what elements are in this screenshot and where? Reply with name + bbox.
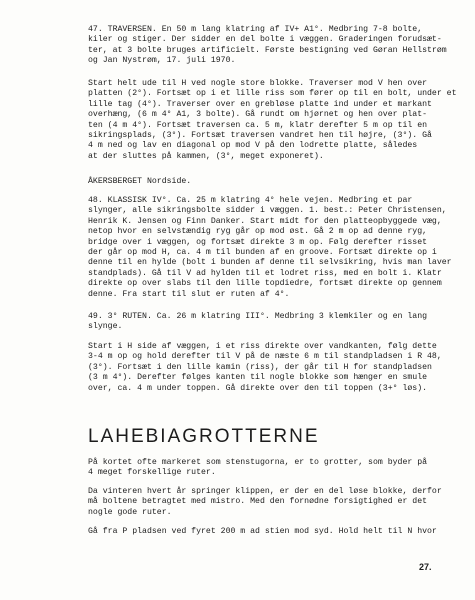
- section-akersberget: ÅKERSBERGET Nordside.: [88, 177, 192, 186]
- intro-paragraph-2: Da vinteren hvert år springer klippen, er der en del løse blokke, derfor må boltene betragtet med mistro. Med den fornødne forsigtighed er det nogle gode ruter.: [88, 487, 442, 517]
- route-49-header: 49. 3° RUTEN. Ca. 26 m klatring III°. Medbring 3 klemkiler og en lang slynge.: [88, 312, 428, 332]
- route-47-header: 47. TRAVERSEN. En 50 m lang klatring af IV+ A1°. Medbring 7-8 bolte, kiler og stiger. Der sidder en del bolte i væggen. Graderingen forudsæt- ter, at 3 bolte bruges artificielt. Første bestigning ved Gøran Hellstrøm og Jan Nystrøm, 17. juli 1970.: [88, 25, 447, 66]
- intro-paragraph: På kortet ofte markeret som stenstugorna, er to grotter, som byder på 4 meget forskellige ruter.: [88, 458, 428, 478]
- intro-paragraph-3: Gå fra P pladsen ved fyret 200 m ad stien mod syd. Hold helt til N hvor: [88, 527, 437, 536]
- route-47-description: Start helt ude til H ved nogle store blokke. Traverser mod V hen over platten (2°). Fortsæt op i et lille riss som fører op til en bolt, under et lille tag (4°). Traverser over en grebløse platte ind under et markant overhæng, (6 m 4° A1, 3 bolte). Gå rundt om hjørnet og hen over plat- ten (4 m 4°). Fortsæt traversen ca. 5 m, klatr derefter 5 m op til en sikringsplads, (3°). Fortsæt traversen vandret hen til højre, (3°). Gå 4 m ned og lav en diagonal op mod V på den lodrette platte, således at der sluttes på kammen, (3°, meget exponeret).: [88, 79, 457, 161]
- route-48-text: 48. KLASSISK IV°. Ca. 25 m klatring 4° hele vejen. Medbring et par slynger, alle sikringsbolte sidder i væggen. 1. best.: Peter Christensen, Henrik K. Jensen og Finn Danker. Start midt for den platteopbyggede væg, netop hvor en selvstændig ryg går op mod øst. Gå 2 m op ad denne ryg, bridge over i væggen, og fortsæt direkte 3 m op. Følg derefter risset der går op mod H, ca. 4 m til bunden af en groove. Fortsæt direkte op i denne til en hylde (bolt i bunden af denne til selvsikring, hvis man laver standplads). Gå til V ad hylden til et lodret riss, med en bolt i. Klatr direkte op over slabs til den lille topdiedre, fortsæt direkte op gennem denne. Fra start til slut er ruten af 4°.: [88, 196, 452, 299]
- section-heading: LAHEBIAGROTTERNE: [88, 426, 320, 447]
- page-number: 27.: [419, 562, 432, 572]
- route-49-description: Start i H side af væggen, i et riss direkte over vandkanten, følg dette 3-4 m op og hold derefter til V på de næste 6 m til standpladsen i R 48, (3°). Fortsæt i den lille kamin (riss), der går til H for standpladsen (3 m 4°). Derefter følges kanten til nogle blokke som hænger en smule over, ca. 4 m under toppen. Gå direkte over den til toppen (3+° løs).: [88, 342, 442, 393]
